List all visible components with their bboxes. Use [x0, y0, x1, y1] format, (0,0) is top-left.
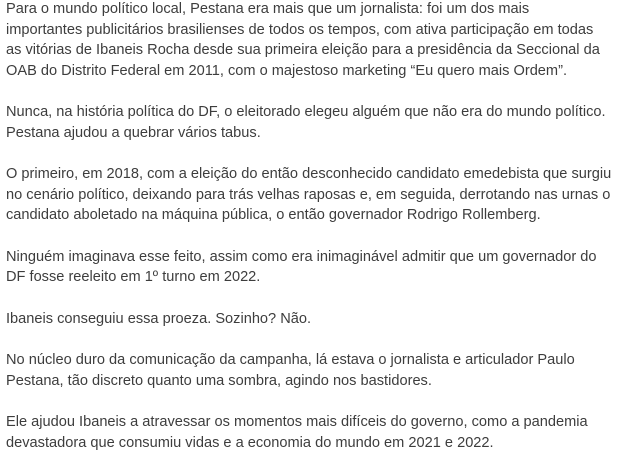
text-line: devastadora que consumiu vidas e a economia do mundo em 2021 e 2022. — [6, 434, 494, 451]
paragraph-electorate — [6, 102, 632, 143]
text-line: Pestana ajudou a quebrar vários tabus. — [6, 124, 261, 141]
text-line: Ibaneis conseguiu essa proeza. Sozinho? Não. — [6, 310, 312, 327]
text-line: DF fosse reeleito em 1º turno em 2022. — [6, 269, 261, 285]
paragraph-reelection — [6, 247, 632, 288]
text-line: O primeiro, em 2018, com a eleição do então desconhecido candidato emedebista que surgiu — [6, 166, 612, 182]
article-body — [6, 0, 632, 474]
paragraph-campaign-core — [6, 350, 632, 391]
paragraph-proeza — [6, 309, 632, 330]
text-line: Nunca, na história política do DF, o eleitorado elegeu alguém que não era do mundo político. — [6, 104, 606, 120]
text-line: no cenário político, deixando para trás velhas raposas e, em seguida, derrotando nas urnas o — [6, 186, 611, 203]
text-line: Ele ajudou Ibaneis a atravessar os momentos mais difíceis do governo, como a pandemia — [6, 414, 588, 430]
paragraph-pandemic — [6, 412, 632, 453]
text-line: Para o mundo político local, Pestana era mais que um jornalista: foi um dos mais — [6, 1, 530, 17]
paragraph-pestana-intro — [6, 0, 632, 81]
text-line: Ninguém imaginava esse feito, assim como era inimaginável admitir que um governador do — [6, 248, 597, 265]
text-line: OAB do Distrito Federal em 2011, com o majestoso marketing “Eu quero mais Ordem”. — [6, 62, 567, 79]
text-line: importantes publicitários brasilienses de todos os tempos, com ativa participação em todas — [6, 21, 594, 38]
text-line: as vitórias de Ibaneis Rocha desde sua primeira eleição para a presidência da Seccional da — [6, 42, 600, 58]
text-line: candidato aboletado na máquina pública, o então governador Rodrigo Rollemberg. — [6, 207, 541, 223]
text-line: No núcleo duro da comunicação da campanha, lá estava o jornalista e articulador Paulo — [6, 352, 575, 368]
text-line: Pestana, tão discreto quanto uma sombra, agindo nos bastidores. — [6, 372, 432, 389]
paragraph-2018-election — [6, 164, 632, 226]
